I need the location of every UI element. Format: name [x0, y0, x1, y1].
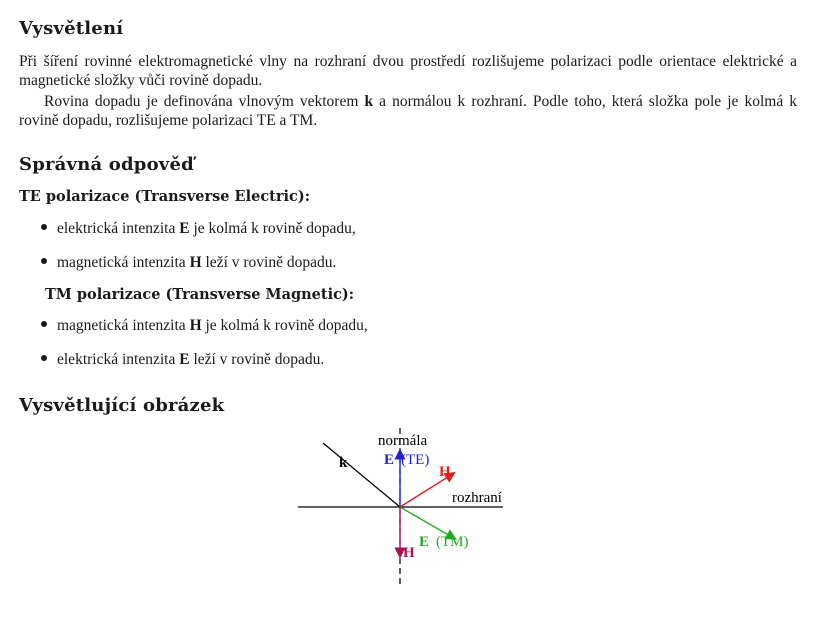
te-label: (TE)	[401, 452, 430, 468]
tm-e-vector	[400, 507, 452, 537]
section-title-correct-answer: Správná odpověď	[19, 154, 194, 175]
tm-e-label: E	[419, 534, 430, 550]
te-polarization-heading: TE polarizace (Transverse Electric):	[19, 188, 311, 205]
tm-label: (TM)	[436, 534, 469, 550]
vector-k-symbol: k	[364, 93, 374, 110]
section-title-figure: Vysvětlující obrázek	[19, 395, 225, 416]
list-item: elektrická intenzita E leží v rovině dopadu.	[41, 351, 324, 369]
list-item: magnetická intenzita H je kolmá k rovině dopadu,	[41, 317, 368, 335]
list-item: elektrická intenzita E je kolmá k rovině dopadu,	[41, 220, 356, 238]
te-h-label: H	[439, 464, 451, 480]
tm-h-label: H	[403, 545, 415, 561]
paragraph-text: a normálou k rozhraní. Podle toho, která složka pole je kolmá k rovině dopadu, rozlišujeme polarizaci TE a TM.	[19, 93, 798, 129]
list-item: magnetická intenzita H leží v rovině dopadu.	[41, 254, 336, 272]
interface-label: rozhraní	[452, 490, 502, 506]
paragraph-text: Při šíření rovinné elektromagnetické vlny na rozhraní dvou prostředí rozlišujeme polarizaci podle orientace elektrické a magnetické složky vůči rovině dopadu.	[19, 53, 797, 89]
te-e-label: E	[384, 452, 395, 468]
tm-polarization-heading: TM polarizace (Transverse Magnetic):	[45, 286, 355, 303]
section-title-explanation: Vysvětlení	[19, 18, 124, 39]
paragraph-text: Rovina dopadu je definována vlnovým vektorem	[44, 93, 365, 110]
normal-label: normála	[378, 433, 428, 449]
k-label: k	[339, 455, 348, 471]
